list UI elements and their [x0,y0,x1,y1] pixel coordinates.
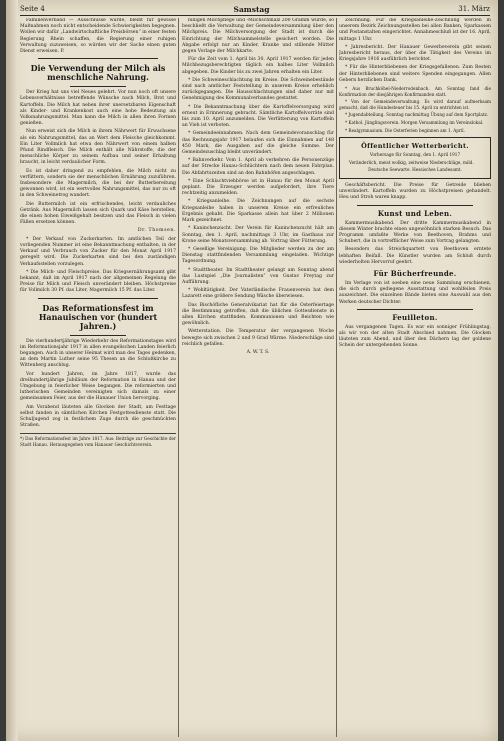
news-item: * Der Verkauf von Zuckerkarten. Im amtlichen Teil der vorliegenden Nummer ist eine Bekanntmachung enthalten, in der Verkauf und Verbrauch von Zucker für den Monat April 1917 geregelt wird. Die Zuckerkarten sind bei den zuständigen Verkaufsstellen vorzulegen. [20,236,176,267]
column-3 [339,18,491,737]
news-item: * Kriegsanleihe. Die Zeichnungen auf die sechste Kriegsanleihe haben in unserem Kreise ein erfreuliches Ergebnis gehabt. Die Sparkasse allein hat über 2 Millionen Mark gezeichnet. [182,199,334,224]
article-title-milk: Die Verwendung der Milch als menschliche Nahrung. [30,63,166,83]
column-1 [20,18,176,737]
announcement: * Jugendabteilung. Sonntag nachmittag Übung auf dem Sportplatz. [345,112,489,118]
news-item: * Gesellige Vereinigung. Die Mitglieder werden zu der am Dienstag stattfindenden Versammlung eingeladen. Wichtige Tagesordnung. [182,246,334,265]
weather-text: Veränderlich, meist wolkig, zeitweise Niederschläge, mild. [349,159,474,165]
news-item: * Kaninchenzucht. Der Verein für Kaninchenzucht hält am Sonntag, den 1. April, nachmittags 3 Uhr, im Gasthaus zur Krone seine Monatsversammlung ab. Vortrag über Fütterung. [182,226,334,244]
weather-subtitle: Vorhersage für Sonntag, den 1. April 1917 [369,152,461,158]
news-item: * Stadttheater. Im Stadttheater gelangt am Sonntag abend das Lustspiel „Die Journalisten“ von Gustav Freytag zur Aufführung. [182,267,334,285]
article-paragraph: billigen Milchpflege und -Milchschmalz 200 Gramm würde, so beschließt die Verwaltung der Gemeindeversammlung über den Milchpreis. Die Milchversorgung der Stadt ist durch die Einrichtung der Milchsammelstelle gesichert worden. Die Abgabe erfolgt nur an Kinder, Kranke und stillende Mütter gegen Vorlage der Milchkarte. [182,18,334,55]
article-paragraph: Es ist daher dringend zu empfehlen, die Milch nicht zu verfüttern, sondern sie der menschlichen Ernährung zuzuführen. Insbesondere die Magermilch, die bei der Butterbereitung gewonnen wird, ist ein wertvolles Nahrungsmittel, das nur zu oft in den Schweinetrog wandert. [20,168,176,199]
announcement: * Aus Bruchköbel-Niederrodenbach. Am Sonntag fand die Konfirmation der diesjährigen Konfirmanden statt. [339,86,491,97]
column-rule-1 [178,18,179,737]
news-item: * Gemeindeeinnahmen. Nach dem Gemeindevoranschlag für das Rechnungsjahr 1917 belaufen sich die Einnahmen auf 148 450 Mark, die Ausgaben auf die gleiche Summe. Der Gemeindezuschlag bleibt unverändert. [182,131,334,156]
news-item: * Wohltätigkeit. Der Vaterländische Frauenverein hat dem Lazarett eine größere Sendung Wäsche überwiesen. [182,288,334,300]
news-item: * Eine Schlachtviehbörse ist in Hanau für den Monat April geplant. Die Erzeuger werden aufgefordert, ihre Tiere rechtzeitig anzumelden. [182,178,334,197]
news-item: * Die Milch- und Fleischpreise. Das Kriegsernährungsamt gibt bekannt, daß im April 1917 nach der allgemeinen Regelung die Preise für Milch und Fleisch unverändert bleiben. Höchstpreise für Vollmilch 30 Pf. das Liter, Magermilch 15 Pf. das Liter. [20,269,176,294]
article-paragraph: Kammermusikabend. Der dritte Kammermusikabend in diesem Winter brachte einen ungewöhnlich starken Besuch. Das Programm umfaßte Werke von Beethoven, Brahms und Schubert, die in vortrefflicher Weise zum Vortrag gelangten. [339,220,491,245]
divider [38,298,158,299]
footnote: *) Das Reformationsfest im Jahre 1817. Aus: Beiträge zur Geschichte der Stadt Hanau. Herausgegeben vom Hanauer Geschichtsverein. [20,433,176,447]
divider [70,335,126,336]
news-item: * Für die Hinterbliebenen der Kriegsgefallenen. Zum Besten der Hinterbliebenen sind weitere Spenden eingegangen. Allen Gebern herzlichen Dank. [339,65,491,83]
column-signature: A. W. T. S. [246,349,270,355]
section-title-buecher: Für Bücherfreunde. [373,269,457,278]
column-2 [182,18,334,737]
announcement: * Von der Gemeindeverwaltung. Es wird darauf aufmerksam gemacht, daß die Hundesteuer bis 15. April zu entrichten ist. [339,99,491,110]
article-paragraph: Vor hundert Jahren, im Jahre 1817, wurde das dreihundertjährige Jubiläum der Reformation in Hanau und der Umgebung in feierlicher Weise begangen. Die reformierten und lutherischen Gemeinden vereinigten sich damals zu einer gemeinsamen Feier, aus der die Hanauer Union hervorging. [20,371,176,402]
page-number: Seite 4 [20,5,45,13]
divider [38,58,158,59]
section-title-feuilleton: Feuilleton. [392,312,438,322]
section-title-kunst: Kunst und Leben. [377,208,453,218]
header-date: 31. März [458,5,490,13]
page-fold-shadow [6,0,18,741]
intro-paragraph: Familienverband — Ausschlüsse würde, bleibt für gewisse Maßnahmen noch nicht entscheidende Schwierigkeiten begegnen. Wollen wir dafür „Landwirtschaftliche Preisbörsen“ in einer festen Regierung Rhein schaffen, die Regierung einer ruhigen Verwaltung zuzuweisen, so würden wir der Sache einen guten Dienst erweisen. P. [20,18,176,55]
divider [357,205,473,206]
article-paragraph: Für die Zeit vom 1. April bis 30. April 1917 werden für jeden Milchbezugsberechtigten täglich ein halbes Liter Vollmilch abgegeben. Die Kinder bis zu zwei Jahren erhalten ein Liter. [182,57,334,75]
newspaper-page [6,0,498,741]
weather-report-box [339,137,491,179]
article-paragraph: Der Krieg hat uns viel Neues gelehrt. Vor nun noch oft unsere Lebensverhältnisse betreffende Wünsche nach Milch, Brot und Kartoffeln. Die Milch hat neben ihrer unersetzbaren Eigenschaft als Kinder- und Krankenkost auch eine hohe Bedeutung als Volksnahrungsmittel. Man kann die Milch in allen ihren Formen genießen. [20,90,176,127]
announcement: * Kathol. Jünglingsverein. Morgen Versammlung im Vereinslokal. [345,120,484,125]
news-item: * Jahresbericht. Der Hanauer Gewerbeverein gibt seinen Jahresbericht heraus, der über die Tätigkeit des Vereins im Kriegsjahre 1916 ausführlich berichtet. [339,44,491,63]
article-paragraph: Wetterstation. Die Temperatur der vergangenen Woche bewegte sich zwischen 2 und 9 Grad Wärme. Niederschläge sind reichlich gefallen. [182,329,334,347]
article-paragraph: Nun erweist sich die Milch in ihrem Nährwert für Erwachsene als ein Nahrungsmittel, das an Wert dem Fleische gleichkommt. Ein Liter Vollmilch hat etwa den Nährwert von einem halben Pfund Rindfleisch. Die Milch enthält alle Nährstoffe, die der menschliche Körper zu seinem Aufbau und seiner Erhaltung braucht, in leicht verdaulicher Form. [20,129,176,166]
weather-title: Öffentlicher Wetterbericht. [361,142,469,151]
weather-footer: Deutsche Seewarte. Hessisches Landesamt. [368,167,462,173]
market-report: Geschäftsbericht. Die Preise für Getreide blieben unverändert. Kartoffeln wurden zu Höchstpreisen gehandelt. Heu und Stroh waren knapp. [339,182,491,201]
article-paragraph: Aus vergangenen Tagen. Es war ein sonniger Frühlingstag, als wir von der alten Stadt Abschied nahmen. Die Glocken läuteten zum Abend, und über den Dächern lag der goldene Schein der untergehenden Sonne. [339,324,491,349]
news-item: * Die Bekanntmachung über die Kartoffelversorgung wird erneut in Erinnerung gebracht. Sämtliche Kartoffelvorräte sind bis zum 10. April anzumelden. Die Verfütterung von Kartoffeln an Vieh ist verboten. [182,104,334,129]
article-paragraph: Besonders das Streichquartett von Beethoven erntete lebhaften Beifall. Die Künstler wurden am Schluß durch wiederholten Hervorruf geehrt. [339,247,491,265]
news-item: * Die Schweineschlachtung im Kreise. Die Schweinebestände sind nach amtlicher Feststellung in unserem Kreise erheblich zurückgegangen. Die Hausschlachtungen sind daher nur mit Genehmigung des Kommunalverbandes gestattet. [182,77,334,102]
divider [70,86,126,87]
header-day: Samstag [233,4,270,14]
article-paragraph: Die Buttermilch ist ein erfrischendes, leicht verdauliches Getränk. Aus Magermilch lassen sich Quark und Käse herstellen, die einen hohen Eiweißgehalt besitzen und das Fleisch in vielen Fällen ersetzen können. [20,201,176,226]
column-rule-2 [336,18,337,737]
article-paragraph: Am Vorabend läuteten alle Glocken der Stadt, am Festtage selbst fanden in sämtlichen Kirchen Festgottesdienste statt. Die Schuljugend zog in festlichem Zuge durch die geschmückten Straßen. [20,404,176,429]
news-item: Zeichnung. Für die Kriegsanleihe-Zeichnung werden in unserem Bezirk Zeichnungsstellen bei allen Banken, Sparkassen und Postanstalten eingerichtet. Annahmeschluß ist der 16. April, mittags 1 Uhr. [339,18,491,42]
announcement: * Realgymnasium. Die Osterferien beginnen am 1. April. [345,127,465,133]
page-header [20,3,490,16]
article-title-reformation: Das Reformationsfest im Hanauischen vor (hundert Jahren.) [38,302,158,331]
article-paragraph: Im Verlage von ist soeben eine neue Sammlung erschienen, die sich durch gediegene Ausstattung und wohlfeilen Preis auszeichnet. Die einzelnen Bände bieten eine Auswahl aus den Werken deutscher Dichter. [339,281,491,305]
article-signature: Dr. Thomsen. [137,228,176,234]
divider [357,309,473,310]
article-paragraph: Die vierhundertjährige Wiederkehr des Reformationstages wird im Reformationsjahr 1917 in allen evangelischen Landen feierlich begangen. Auch in unserer Heimat wird man des Tages gedenken, an dem Martin Luther seine 95 Thesen an die Schloßkirche zu Wittenberg anschlug. [20,338,176,369]
news-item: * Bahnverkehr. Vom 1. April ab verkehren die Personenzüge auf der Strecke Hanau–Schlüchtern nach dem neuen Fahrplan. Die Abfahrtszeiten sind an den Bahnhöfen angeschlagen. [182,158,334,176]
article-paragraph: Das Bischöfliche Generalvikariat hat für die Osterfeiertage die Bestimmung getroffen, daß die üblichen Gottesdienste in allen Kirchen stattfinden. Kommunionen und Beichten wie gewöhnlich. [182,302,334,327]
